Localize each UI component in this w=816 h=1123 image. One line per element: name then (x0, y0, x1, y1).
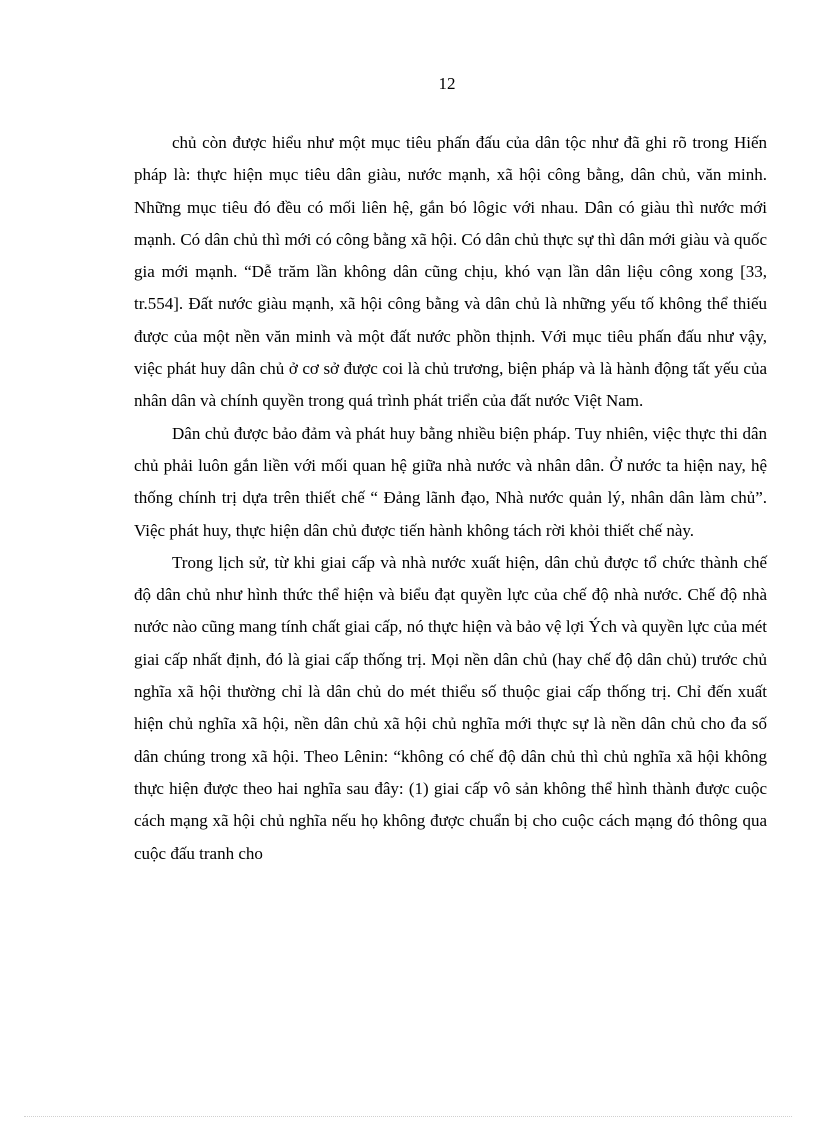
paragraph-2: Dân chủ được bảo đảm và phát huy bằng nhiều biện pháp. Tuy nhiên, việc thực thi dân chủ phải luôn gắn liền với mối quan hệ giữa nhà nước và nhân dân. Ở nước ta hiện nay, hệ thống chính trị dựa trên thiết chế “ Đảng lãnh đạo, Nhà nước quản lý, nhân dân làm chủ”. Việc phát huy, thực hiện dân chủ được tiến hành không tách rời khỏi thiết chế này. (134, 423, 767, 540)
paragraph-1: chủ còn được hiểu như một mục tiêu phấn đấu của dân tộc như đã ghi rõ trong Hiến pháp là: thực hiện mục tiêu dân giàu, nước mạnh, xã hội công bằng, dân chủ, văn minh. Những mục tiêu đó đều có mối liên hệ, gắn bó lôgic với nhau. Dân có giàu thì nước mới mạnh. Có dân chủ thì mới có công bằng xã hội. Có dân chủ thực sự thì dân mới giàu và quốc gia mới mạnh. “Dễ trăm lần không dân cũng chịu, khó vạn lần dân liệu công xong [33, tr.554]. Đất nước giàu mạnh, xã hội công bằng và dân chủ là những yếu tố không thể thiếu được của một nền văn minh và một đất nước phồn thịnh. Với mục tiêu phấn đấu như vậy, việc phát huy dân chủ ở cơ sở được coi là chủ trương, biện pháp và là hành động tất yếu của nhân dân và chính quyền trong quá trình phát triển của đất nước Việt Nam. (134, 133, 767, 411)
page-number: 12 (438, 74, 456, 93)
paragraph-3: Trong lịch sử, từ khi giai cấp và nhà nước xuất hiện, dân chủ được tổ chức thành chế độ dân chủ như hình thức thể hiện và biểu đạt quyền lực của chế độ nhà nước. Chế độ nhà nước nào cũng mang tính chất giai cấp, nó thực hiện và bảo vệ lợi Ých và quyền lực của mét giai cấp nhất định, đó là giai cấp thống trị. Mọi nền dân chủ (hay chế độ dân chủ) trước chủ nghĩa xã hội thường chỉ là dân chủ do mét thiểu số thuộc giai cấp thống trị. Chỉ đến xuất hiện chủ nghĩa xã hội, nền dân chủ xã hội chủ nghĩa mới thực sự là nền dân chủ cho đa số dân chúng trong xã hội. Theo Lênin: “không có chế độ dân chủ thì chủ nghĩa xã hội không thực hiện được theo hai nghĩa sau đây: (1) giai cấp vô sản không thể hình thành được cuộc cách mạng xã hội chủ nghĩa nếu họ không được chuẩn bị cho cuộc cách mạng đó thông qua cuộc đấu tranh cho (134, 552, 767, 863)
page-bottom-divider (24, 1116, 792, 1117)
document-body (134, 127, 767, 870)
